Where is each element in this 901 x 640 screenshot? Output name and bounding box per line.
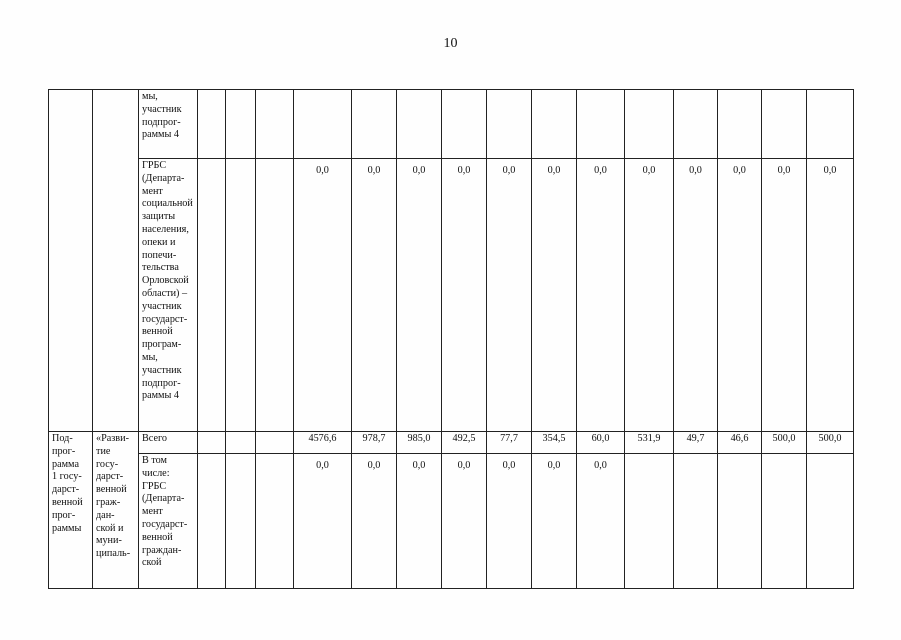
code-cell (226, 432, 256, 454)
code-cell (198, 159, 226, 432)
value-cell: 0,0 (352, 159, 397, 432)
code-cell (256, 432, 294, 454)
table-row (49, 454, 854, 589)
table-row (49, 90, 854, 159)
value-cell: 492,5 (442, 432, 487, 454)
value-cell (674, 454, 718, 589)
name-cell: «Разви- тие госу- дарст- венной граж- дан- ской и муни- ципаль- (93, 432, 139, 589)
code-cell (256, 159, 294, 432)
code-cell (226, 90, 256, 159)
value-cell: 0,0 (442, 159, 487, 432)
value-cell: 49,7 (674, 432, 718, 454)
value-cell: 0,0 (532, 454, 577, 589)
source-cell: В том числе: ГРБС (Департа- мент государст- венной граждан- ской (139, 454, 198, 589)
value-cell (294, 90, 352, 159)
value-cell: 0,0 (577, 159, 625, 432)
code-cell (226, 454, 256, 589)
value-cell (442, 90, 487, 159)
value-cell: 0,0 (294, 454, 352, 589)
value-cell (762, 90, 807, 159)
program-cell: Под- прог- рамма 1 госу- дарст- венной прог- раммы (49, 432, 93, 589)
value-cell: 0,0 (397, 159, 442, 432)
value-cell (718, 454, 762, 589)
value-cell: 0,0 (397, 454, 442, 589)
source-cell: Всего (139, 432, 198, 454)
value-cell: 0,0 (487, 159, 532, 432)
program-cell (49, 90, 93, 432)
value-cell: 0,0 (718, 159, 762, 432)
code-cell (198, 432, 226, 454)
value-cell: 46,6 (718, 432, 762, 454)
code-cell (256, 454, 294, 589)
table-row (49, 432, 854, 454)
value-cell (577, 90, 625, 159)
value-cell (807, 454, 854, 589)
name-cell (93, 90, 139, 432)
value-cell: 0,0 (807, 159, 854, 432)
code-cell (198, 454, 226, 589)
code-cell (226, 159, 256, 432)
value-cell: 77,7 (487, 432, 532, 454)
value-cell (352, 90, 397, 159)
value-cell: 985,0 (397, 432, 442, 454)
value-cell: 0,0 (532, 159, 577, 432)
value-cell: 0,0 (487, 454, 532, 589)
value-cell (487, 90, 532, 159)
value-cell (625, 454, 674, 589)
value-cell: 354,5 (532, 432, 577, 454)
value-cell (397, 90, 442, 159)
value-cell: 500,0 (762, 432, 807, 454)
table-row (49, 159, 854, 432)
value-cell (674, 90, 718, 159)
code-cell (198, 90, 226, 159)
value-cell (625, 90, 674, 159)
value-cell: 0,0 (625, 159, 674, 432)
value-cell: 0,0 (577, 454, 625, 589)
value-cell (532, 90, 577, 159)
value-cell: 0,0 (294, 159, 352, 432)
value-cell: 978,7 (352, 432, 397, 454)
value-cell (807, 90, 854, 159)
page-number: 10 (443, 36, 458, 51)
value-cell: 60,0 (577, 432, 625, 454)
value-cell: 0,0 (762, 159, 807, 432)
value-cell: 4576,6 (294, 432, 352, 454)
value-cell (718, 90, 762, 159)
value-cell: 0,0 (442, 454, 487, 589)
value-cell: 531,9 (625, 432, 674, 454)
budget-table (48, 89, 854, 589)
source-cell: ГРБС (Департа- мент социальной защиты населения, опеки и попечи- тельства Орловской области) – участник государст- венной програм- мы, участник подпрог- раммы 4 (139, 159, 198, 432)
value-cell: 0,0 (352, 454, 397, 589)
value-cell: 500,0 (807, 432, 854, 454)
value-cell: 0,0 (674, 159, 718, 432)
code-cell (256, 90, 294, 159)
source-cell: мы, участник подпрог- раммы 4 (139, 90, 198, 159)
value-cell (762, 454, 807, 589)
